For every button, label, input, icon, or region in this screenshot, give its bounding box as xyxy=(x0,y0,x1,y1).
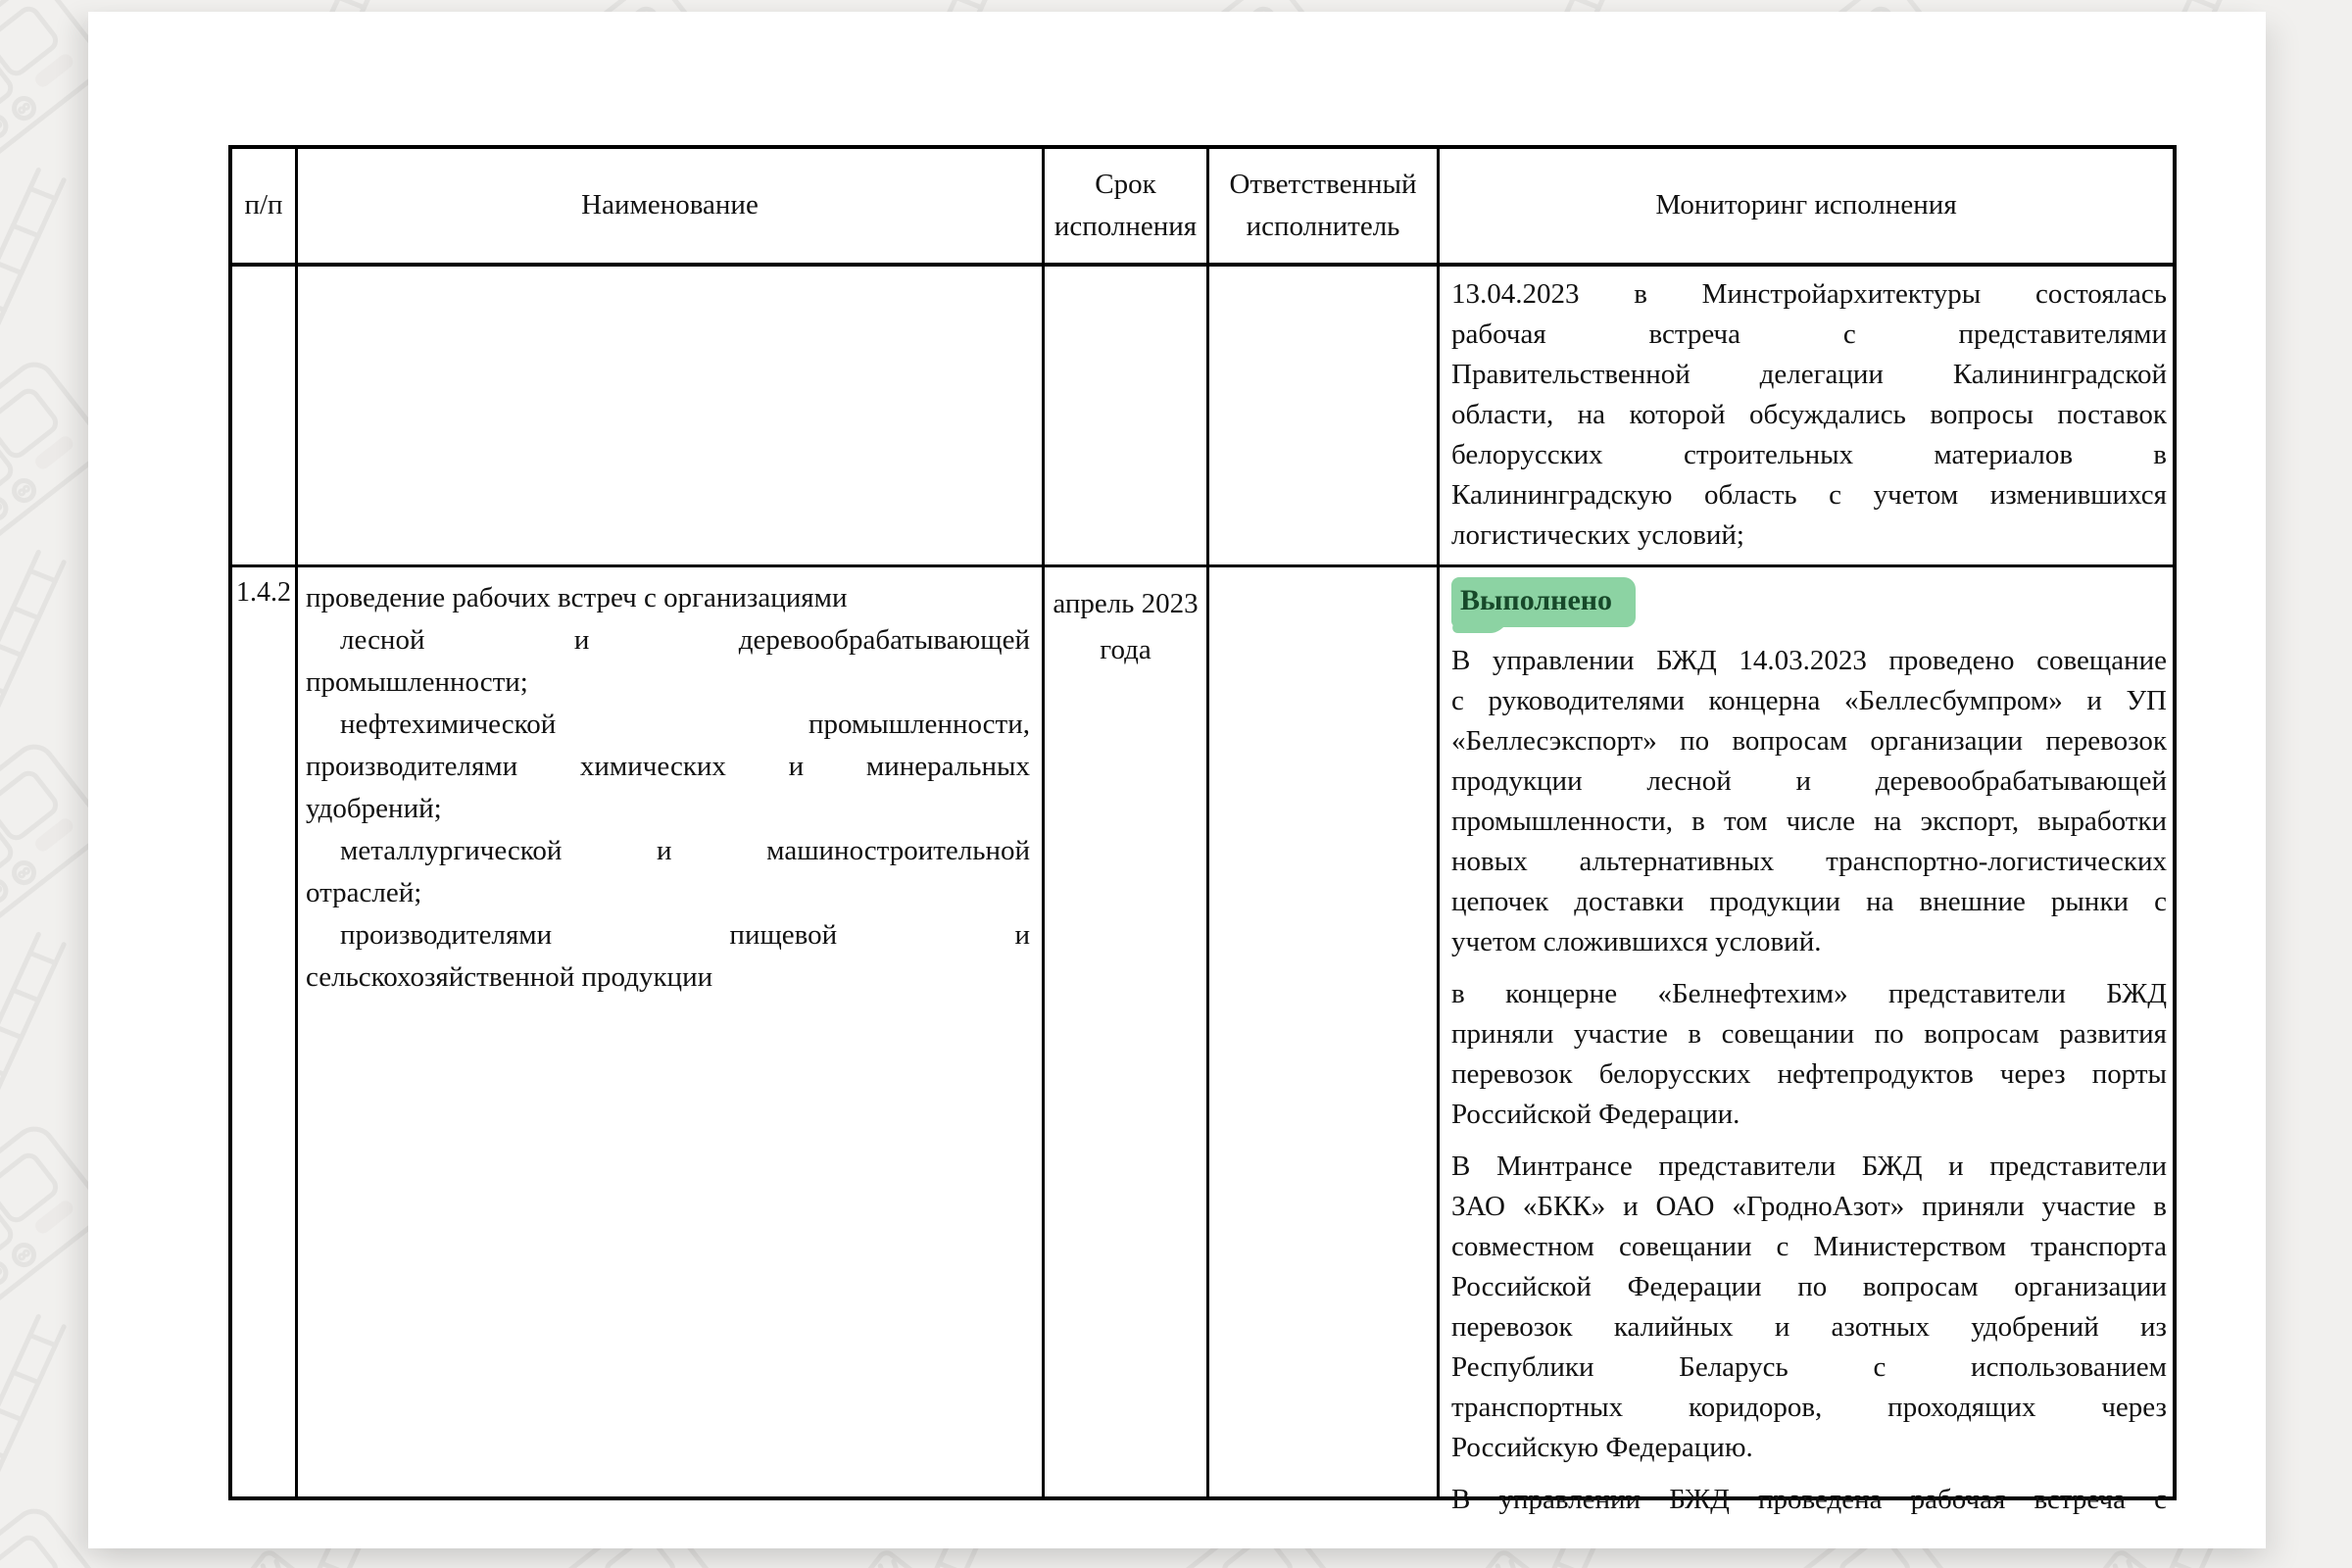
text-line: «Беллесэкспорт» по вопросам организации перевозок xyxy=(1451,725,2167,757)
resp-cell-prev xyxy=(1209,267,1440,567)
term-cell-prev xyxy=(1045,267,1209,567)
text-line: перевозок белорусских нефтепродуктов через порты xyxy=(1451,1058,2167,1090)
text-line: ЗАО «БКК» и ОАО «ГродноАзот» приняли участие в xyxy=(1451,1191,2167,1222)
header-cell-term xyxy=(1045,149,1209,267)
text-line: продукции лесной и деревообрабатывающей xyxy=(1451,765,2167,797)
text-line: новых альтернативных транспортно-логистических xyxy=(1451,846,2167,877)
monitoring-table xyxy=(228,145,2177,1515)
header-cell-resp xyxy=(1209,149,1440,267)
header-cell-num xyxy=(232,149,298,267)
status-badge: Выполнено xyxy=(1451,577,1636,627)
item-number: 1.4.2 xyxy=(236,577,291,608)
num-cell-1-4-2 xyxy=(232,567,298,1496)
text-line: цепочек доставки продукции на внешние рынки с xyxy=(1451,886,2167,917)
text-line: белорусских строительных материалов в xyxy=(1451,439,2167,470)
status-row xyxy=(1451,577,2167,627)
monitoring-cell-prev xyxy=(1440,267,2173,567)
text-line: транспортных коридоров, проходящих через xyxy=(1451,1392,2167,1423)
text-line: промышленности, в том числе на экспорт, выработки xyxy=(1451,806,2167,837)
text-line: промышленности; xyxy=(306,666,528,698)
text-line: 13.04.2023 в Минстройархитектуры состоялась xyxy=(1451,278,2167,310)
text-line: совместном совещании с Министерством транспорта xyxy=(1451,1231,2167,1262)
monitoring-cell-1-4-2 xyxy=(1440,567,2173,1515)
text-line: логистических условий; xyxy=(1451,519,1744,551)
num-cell-prev xyxy=(232,267,298,567)
paragraph xyxy=(1451,274,2167,556)
text-line: учетом сложившихся условий. xyxy=(1451,926,1822,957)
document-page xyxy=(88,12,2266,1548)
paragraph xyxy=(1451,974,2167,1135)
text-line: Правительственной делегации Калининградской xyxy=(1451,359,2167,390)
text-line: Калининградскую область с учетом изменившихся xyxy=(1451,479,2167,511)
text-line: Российскую Федерацию. xyxy=(1451,1432,1753,1463)
text-line: Российской Федерации по вопросам организации xyxy=(1451,1271,2167,1302)
text-line: производителями химических и минеральных xyxy=(306,751,1030,782)
header-cell-monitoring xyxy=(1440,149,2173,267)
text-line: производителями пищевой и xyxy=(340,919,1030,951)
text-line: рабочая встреча с представителями xyxy=(1451,318,2167,350)
text-line: сельскохозяйственной продукции xyxy=(306,961,713,993)
header-label-name: Наименование xyxy=(581,189,759,221)
text-line: отраслей; xyxy=(306,877,422,908)
term-value: апрель 2023 года xyxy=(1053,588,1199,665)
text-line: с руководителями концерна «Беллесбумпром» и УП xyxy=(1451,685,2167,716)
paragraph xyxy=(1451,641,2167,962)
monitoring-paragraphs xyxy=(1451,641,2167,1520)
text-line: в концерне «Белнефтехим» представители БЖД xyxy=(1451,978,2167,1009)
text-line: удобрений; xyxy=(306,793,442,824)
text-line: Республики Беларусь с использованием xyxy=(1451,1351,2167,1383)
text-line: приняли участие в совещании по вопросам развития xyxy=(1451,1018,2167,1050)
resp-cell-1-4-2 xyxy=(1209,567,1440,1496)
header-label-num: п/п xyxy=(244,189,283,221)
text-line: Российской Федерации. xyxy=(1451,1099,1740,1130)
text-line: нефтехимической промышленности, xyxy=(340,709,1030,740)
header-label-monitoring: Мониторинг исполнения xyxy=(1655,189,1957,221)
header-label-resp: Ответственный исполнитель xyxy=(1229,168,1417,242)
text-line: лесной и деревообрабатывающей xyxy=(340,624,1030,656)
paragraph xyxy=(1451,1480,2167,1520)
text-line: перевозок калийных и азотных удобрений из xyxy=(1451,1311,2167,1343)
paragraph xyxy=(1451,1147,2167,1468)
header-cell-name xyxy=(298,149,1045,267)
text-line: В Минтрансе представители БЖД и представители xyxy=(1451,1151,2167,1182)
name-cell-prev xyxy=(298,267,1045,567)
text-line: В управлении БЖД 14.03.2023 проведено совещание xyxy=(1451,645,2167,676)
header-label-term: Срок исполнения xyxy=(1054,168,1198,242)
text-line: проведение рабочих встреч с организациями xyxy=(306,582,848,613)
text-line: области, на которой обсуждались вопросы поставок xyxy=(1451,399,2167,430)
name-cell-1-4-2 xyxy=(298,567,1045,1496)
text-line: металлургической и машиностроительной xyxy=(340,835,1030,866)
text-line: В управлении БЖД проведена рабочая встреча с xyxy=(1451,1484,2167,1515)
term-cell-1-4-2 xyxy=(1045,567,1209,1496)
